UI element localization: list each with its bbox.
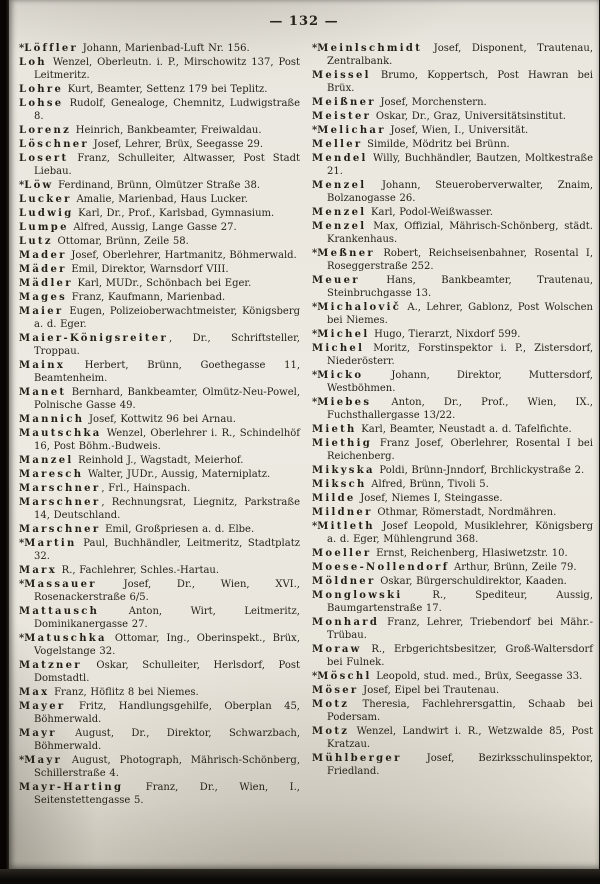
directory-entry bbox=[19, 249, 300, 262]
directory-entry bbox=[312, 301, 593, 327]
page-number: — 132 — bbox=[269, 14, 339, 29]
entry-details: R., Erbgerichtsbesitzer, Groß-Waltersdorf bei Fulnek. bbox=[327, 644, 593, 668]
entry-surname: Manzel bbox=[19, 455, 74, 466]
entry-surname: Menzel bbox=[312, 207, 367, 218]
entry-surname: Marschner bbox=[19, 483, 101, 494]
entry-surname: Mannich bbox=[19, 414, 85, 425]
entry-surname: Mattausch bbox=[19, 606, 100, 617]
entry-surname: Moraw bbox=[312, 644, 362, 655]
entry-surname: Max bbox=[19, 687, 50, 698]
membership-asterisk: * bbox=[19, 633, 25, 644]
entry-surname: Monglowski bbox=[312, 590, 403, 601]
entry-details: Wenzel, Oberleutn. i. P., Mirschowitz 137, Post Leitmeritz. bbox=[34, 57, 300, 81]
entry-surname: Meißner bbox=[312, 97, 376, 108]
entry-details: Johann, Marienbad-Luft Nr. 156. bbox=[79, 43, 250, 54]
directory-entry bbox=[312, 698, 593, 724]
entry-details: Josef, Lehrer, Brüx, Seegasse 29. bbox=[90, 139, 264, 150]
entry-surname: Mieth bbox=[312, 424, 357, 435]
directory-entry bbox=[19, 179, 300, 192]
entry-details: Karl, Dr., Prof., Karlsbad, Gymnasium. bbox=[74, 208, 275, 219]
membership-asterisk: * bbox=[312, 248, 318, 259]
directory-entry bbox=[19, 83, 300, 96]
entry-surname: Mayr bbox=[19, 728, 57, 739]
entry-surname: Michel bbox=[317, 329, 370, 340]
directory-entry bbox=[19, 413, 300, 426]
entry-surname: Massauer bbox=[24, 579, 97, 590]
membership-asterisk: * bbox=[19, 755, 25, 766]
directory-entry bbox=[19, 221, 300, 234]
entry-surname: Miethig bbox=[312, 438, 373, 449]
scan-left-edge bbox=[0, 0, 9, 884]
entry-surname: Mikyska bbox=[312, 465, 375, 476]
directory-entry bbox=[312, 575, 593, 588]
entry-surname: Micko bbox=[317, 370, 364, 381]
directory-entry bbox=[19, 754, 300, 780]
entry-details: Josef, Eipel bei Trautenau. bbox=[359, 685, 500, 696]
entry-details: Ottomar, Brünn, Zeile 58. bbox=[53, 236, 189, 247]
directory-entry bbox=[19, 305, 300, 331]
entry-details: Johann, Steueroberverwalter, Znaim, Bolzanogasse 26. bbox=[327, 180, 593, 204]
entry-surname: Mainx bbox=[19, 360, 66, 371]
entry-details: Josef Leopold, Musiklehrer, Königsberg a. d. Eger, Mühlengrund 368. bbox=[327, 521, 593, 545]
directory-entry bbox=[312, 725, 593, 751]
directory-entry bbox=[19, 496, 300, 522]
entry-details: Emil, Großpriesen a. d. Elbe. bbox=[101, 524, 255, 535]
entry-surname: Mildner bbox=[312, 507, 373, 518]
entry-surname: Milde bbox=[312, 493, 356, 504]
entry-details: Amalie, Marienbad, Haus Lucker. bbox=[72, 194, 248, 205]
entry-surname: Maier-Königsreiter bbox=[19, 333, 169, 344]
entry-details: Othmar, Römerstadt, Nordmähren. bbox=[373, 507, 557, 518]
entry-details: Wenzel, Oberlehrer i. R., Schindelhöf 16, Post Böhm.-Budweis. bbox=[34, 428, 300, 452]
entry-details: Theresia, Fachlehrersgattin, Schaab bei Podersam. bbox=[327, 699, 593, 723]
entry-details: Josef, Kottwitz 96 bei Arnau. bbox=[85, 414, 236, 425]
entry-surname: Meuer bbox=[312, 275, 360, 286]
entry-surname: Matzner bbox=[19, 660, 82, 671]
entry-details: Ernst, Reichenberg, Hlasiwetzstr. 10. bbox=[372, 548, 568, 559]
entry-details: Poldi, Brünn-Jnndorf, Brchlickystraße 2. bbox=[375, 465, 585, 476]
directory-columns bbox=[9, 34, 599, 808]
entry-surname: Michalovič bbox=[317, 302, 402, 313]
entry-details: Ottomar, Ing., Oberinspekt., Brüx, Vogelstange 32. bbox=[34, 633, 300, 657]
membership-asterisk: * bbox=[312, 397, 318, 408]
entry-surname: Menzel bbox=[312, 221, 367, 232]
entry-surname: Miksch bbox=[312, 479, 367, 490]
directory-entry bbox=[19, 427, 300, 453]
membership-asterisk: * bbox=[19, 180, 25, 191]
entry-details: Oskar, Dr., Graz, Universitätsinstitut. bbox=[372, 111, 566, 122]
entry-details: Kurt, Beamter, Settenz 179 bei Teplitz. bbox=[64, 84, 268, 95]
entry-details: , Frl., Hainspach. bbox=[101, 483, 191, 494]
directory-entry bbox=[19, 42, 300, 55]
directory-entry bbox=[312, 342, 593, 368]
directory-entry bbox=[312, 684, 593, 697]
directory-entry bbox=[312, 220, 593, 246]
entry-details: A., Lehrer, Gablonz, Post Wolschen bei Niemes. bbox=[327, 302, 593, 326]
entry-details: Josef, Morchenstern. bbox=[376, 97, 487, 108]
entry-surname: Moese-Nollendorf bbox=[312, 562, 450, 573]
entry-details: Franz, Dr., Wien, I., Seitenstettengasse 5. bbox=[34, 782, 300, 806]
scan-bottom-edge bbox=[0, 869, 600, 884]
entry-surname: Marx bbox=[19, 565, 57, 576]
entry-details: Franz, Höflitz 8 bei Niemes. bbox=[50, 687, 199, 698]
entry-details: Alfred, Aussig, Lange Gasse 27. bbox=[69, 222, 237, 233]
entry-details: Johann, Direktor, Muttersdorf, Westböhmen. bbox=[327, 370, 593, 394]
entry-surname: Löschner bbox=[19, 139, 89, 150]
entry-details: Walter, JUDr., Aussig, Materniplatz. bbox=[84, 469, 271, 480]
entry-details: Alfred, Brünn, Tivoli 5. bbox=[367, 479, 489, 490]
entry-details: Franz, Lehrer, Triebendorf bei Mähr.-Trübau. bbox=[327, 617, 593, 641]
directory-entry bbox=[19, 482, 300, 495]
entry-surname: Melichar bbox=[317, 125, 386, 136]
entry-details: Robert, Reichseisenbahner, Rosental I, Roseggerstraße 252. bbox=[327, 248, 593, 272]
entry-details: Emil, Direktor, Warnsdorf VIII. bbox=[67, 264, 229, 275]
entry-details: Karl, MUDr., Schönbach bei Eger. bbox=[73, 278, 252, 289]
entry-details: Fritz, Handlungsgehilfe, Oberplan 45, Böhmerwald. bbox=[34, 701, 300, 725]
entry-surname: Martin bbox=[24, 538, 77, 549]
entry-details: Similde, Mödritz bei Brünn. bbox=[363, 139, 510, 150]
directory-entry bbox=[312, 616, 593, 642]
membership-asterisk: * bbox=[312, 125, 318, 136]
entry-details: Reinhold J., Wagstadt, Meierhof. bbox=[74, 455, 244, 466]
membership-asterisk: * bbox=[19, 579, 25, 590]
membership-asterisk: * bbox=[19, 43, 25, 54]
membership-asterisk: * bbox=[312, 521, 318, 532]
directory-entry bbox=[19, 124, 300, 137]
entry-details: Karl, Beamter, Neustadt a. d. Tafelfichte. bbox=[357, 424, 572, 435]
membership-asterisk: * bbox=[312, 302, 318, 313]
entry-surname: Mäder bbox=[19, 264, 67, 275]
directory-entry bbox=[312, 138, 593, 151]
entry-surname: Möser bbox=[312, 685, 359, 696]
entry-details: August, Dr., Direktor, Schwarzbach, Böhmerwald. bbox=[34, 728, 300, 752]
directory-entry bbox=[19, 359, 300, 385]
entry-surname: Mages bbox=[19, 292, 68, 303]
entry-details: Heinrich, Bankbeamter, Freiwaldau. bbox=[72, 125, 262, 136]
directory-entry bbox=[312, 492, 593, 505]
directory-entry bbox=[312, 561, 593, 574]
entry-details: Josef, Niemes I, Steingasse. bbox=[356, 493, 503, 504]
entry-details: Hugo, Tierarzt, Nixdorf 599. bbox=[370, 329, 521, 340]
directory-entry bbox=[312, 423, 593, 436]
entry-details: Moritz, Forstinspektor i. P., Zistersdorf, Niederösterr. bbox=[327, 343, 593, 367]
entry-surname: Marschner bbox=[19, 524, 101, 535]
directory-entry bbox=[19, 686, 300, 699]
entry-details: August, Photograph, Mährisch-Schönberg, Schillerstraße 4. bbox=[34, 755, 300, 779]
entry-surname: Meinlschmidt bbox=[317, 43, 423, 54]
entry-details: Josef, Oberlehrer, Hartmanitz, Böhmerwald. bbox=[67, 250, 297, 261]
membership-asterisk: * bbox=[312, 43, 318, 54]
entry-details: Eugen, Polizeioberwachtmeister, Königsberg a. d. Eger. bbox=[34, 306, 300, 330]
entry-details: Willy, Buchhändler, Bautzen, Moltkestraße 21. bbox=[327, 153, 593, 177]
directory-entry bbox=[19, 152, 300, 178]
entry-surname: Monhard bbox=[312, 617, 380, 628]
directory-entry bbox=[312, 69, 593, 95]
entry-surname: Maier bbox=[19, 306, 64, 317]
membership-asterisk: * bbox=[312, 671, 318, 682]
directory-entry bbox=[19, 578, 300, 604]
entry-details: Rudolf, Genealoge, Chemnitz, Ludwigstraße 8. bbox=[34, 98, 300, 122]
directory-entry bbox=[312, 328, 593, 341]
entry-details: , Rechnungsrat, Liegnitz, Parkstraße 14, Deutschland. bbox=[34, 497, 300, 521]
scanned-page bbox=[9, 0, 599, 869]
directory-entry bbox=[19, 659, 300, 685]
directory-entry bbox=[19, 207, 300, 220]
entry-surname: Mayr bbox=[24, 755, 63, 766]
directory-entry bbox=[312, 396, 593, 422]
entry-details: Josef, Wien, I., Universität. bbox=[386, 125, 529, 136]
entry-surname: Motz bbox=[312, 699, 350, 710]
entry-details: Brumo, Koppertsch, Post Hawran bei Brüx. bbox=[327, 70, 593, 94]
entry-surname: Meßner bbox=[317, 248, 375, 259]
entry-details: Karl, Podol-Weißwasser. bbox=[367, 207, 493, 218]
entry-surname: Lutz bbox=[19, 236, 53, 247]
directory-entry bbox=[312, 274, 593, 300]
entry-surname: Löw bbox=[24, 180, 54, 191]
entry-details: Bernhard, Bankbeamter, Olmütz-Neu-Powel, Polnische Gasse 49. bbox=[34, 387, 300, 411]
entry-surname: Meissel bbox=[312, 70, 371, 81]
entry-surname: Moeller bbox=[312, 548, 372, 559]
entry-surname: Manet bbox=[19, 387, 67, 398]
directory-entry bbox=[312, 179, 593, 205]
directory-entry bbox=[312, 478, 593, 491]
entry-surname: Lohse bbox=[19, 98, 64, 109]
entry-surname: Lucker bbox=[19, 194, 72, 205]
directory-entry bbox=[312, 520, 593, 546]
entry-surname: Mayer bbox=[19, 701, 66, 712]
directory-entry bbox=[19, 138, 300, 151]
entry-details: Paul, Buchhändler, Leitmeritz, Stadtplatz 32. bbox=[34, 538, 300, 562]
directory-entry bbox=[19, 605, 300, 631]
directory-entry bbox=[312, 247, 593, 273]
entry-surname: Michel bbox=[312, 343, 365, 354]
entry-surname: Mader bbox=[19, 250, 67, 261]
directory-column-left bbox=[19, 42, 300, 808]
directory-entry bbox=[19, 781, 300, 807]
entry-surname: Miebes bbox=[317, 397, 372, 408]
entry-surname: Mühlberger bbox=[312, 753, 402, 764]
directory-entry bbox=[312, 124, 593, 137]
entry-surname: Maresch bbox=[19, 469, 84, 480]
directory-entry bbox=[312, 670, 593, 683]
directory-entry bbox=[19, 632, 300, 658]
directory-entry bbox=[312, 752, 593, 778]
entry-surname: Motz bbox=[312, 726, 350, 737]
entry-details: Ferdinand, Brünn, Olmützer Straße 38. bbox=[54, 180, 261, 191]
entry-surname: Meister bbox=[312, 111, 372, 122]
entry-details: Hans, Bankbeamter, Trautenau, Steinbruchgasse 13. bbox=[327, 275, 593, 299]
entry-surname: Mendel bbox=[312, 153, 368, 164]
entry-surname: Marschner bbox=[19, 497, 101, 508]
directory-entry bbox=[312, 206, 593, 219]
membership-asterisk: * bbox=[19, 538, 25, 549]
entry-surname: Möldner bbox=[312, 576, 376, 587]
directory-entry bbox=[19, 386, 300, 412]
directory-entry bbox=[19, 56, 300, 82]
entry-surname: Mädler bbox=[19, 278, 73, 289]
entry-surname: Losert bbox=[19, 153, 69, 164]
entry-surname: Loh bbox=[19, 57, 47, 68]
directory-entry bbox=[19, 537, 300, 563]
directory-entry bbox=[312, 437, 593, 463]
entry-details: Herbert, Brünn, Goethegasse 11, Beamtenheim. bbox=[34, 360, 300, 384]
entry-surname: Möschl bbox=[317, 671, 372, 682]
entry-surname: Lohre bbox=[19, 84, 64, 95]
entry-details: , Dr., Schriftsteller, Troppau. bbox=[34, 333, 300, 357]
entry-details: Arthur, Brünn, Zeile 79. bbox=[450, 562, 577, 573]
entry-details: Leopold, stud. med., Brüx, Seegasse 33. bbox=[372, 671, 583, 682]
directory-column-right bbox=[312, 42, 593, 808]
directory-entry bbox=[312, 152, 593, 178]
directory-entry bbox=[19, 523, 300, 536]
entry-details: Oskar, Bürgerschuldirektor, Kaaden. bbox=[376, 576, 567, 587]
entry-details: Wenzel, Landwirt i. R., Wetzwalde 85, Post Kratzau. bbox=[327, 726, 593, 750]
entry-details: Franz, Kaufmann, Marienbad. bbox=[68, 292, 226, 303]
directory-entry bbox=[312, 547, 593, 560]
entry-details: Anton, Dr., Prof., Wien, IX., Fuchsthallergasse 13/22. bbox=[327, 397, 593, 421]
directory-entry bbox=[312, 589, 593, 615]
entry-details: Anton, Wirt, Leitmeritz, Dominikanergasse 27. bbox=[34, 606, 300, 630]
directory-entry bbox=[312, 110, 593, 123]
entry-surname: Lorenz bbox=[19, 125, 72, 136]
directory-entry bbox=[19, 468, 300, 481]
directory-entry bbox=[19, 291, 300, 304]
directory-entry bbox=[312, 643, 593, 669]
membership-asterisk: * bbox=[312, 329, 318, 340]
entry-details: Max, Offizial, Mährisch-Schönberg, städt. Krankenhaus. bbox=[327, 221, 593, 245]
directory-entry bbox=[19, 700, 300, 726]
directory-entry bbox=[19, 97, 300, 123]
membership-asterisk: * bbox=[312, 370, 318, 381]
entry-details: R., Spediteur, Aussig, Baumgartenstraße 17. bbox=[327, 590, 593, 614]
entry-details: R., Fachlehrer, Schles.-Hartau. bbox=[57, 565, 220, 576]
entry-surname: Matuschka bbox=[24, 633, 107, 644]
directory-entry bbox=[312, 464, 593, 477]
directory-entry bbox=[312, 369, 593, 395]
entry-details: Franz, Schulleiter, Altwasser, Post Stadt Liebau. bbox=[34, 153, 300, 177]
entry-surname: Löffler bbox=[24, 43, 79, 54]
directory-entry bbox=[19, 277, 300, 290]
entry-surname: Menzel bbox=[312, 180, 367, 191]
directory-entry bbox=[19, 332, 300, 358]
entry-details: Josef, Dr., Wien, XVI., Rosenackerstraße 6/5. bbox=[34, 579, 300, 603]
entry-details: Josef, Bezirksschulinspektor, Friedland. bbox=[327, 753, 593, 777]
directory-entry bbox=[19, 564, 300, 577]
directory-entry bbox=[312, 506, 593, 519]
entry-details: Josef, Disponent, Trautenau, Zentralbank. bbox=[327, 43, 593, 67]
directory-entry bbox=[19, 193, 300, 206]
entry-surname: Meller bbox=[312, 139, 363, 150]
entry-details: Oskar, Schulleiter, Herlsdorf, Post Domstadtl. bbox=[34, 660, 300, 684]
entry-details: Franz Josef, Oberlehrer, Rosental I bei Reichenberg. bbox=[327, 438, 593, 462]
directory-entry bbox=[19, 727, 300, 753]
entry-surname: Ludwig bbox=[19, 208, 74, 219]
directory-entry bbox=[19, 454, 300, 467]
entry-surname: Mautschka bbox=[19, 428, 102, 439]
directory-entry bbox=[312, 96, 593, 109]
entry-surname: Lumpe bbox=[19, 222, 69, 233]
entry-surname: Mayr-Harting bbox=[19, 782, 124, 793]
entry-surname: Mitleth bbox=[317, 521, 375, 532]
directory-entry bbox=[19, 263, 300, 276]
directory-entry bbox=[312, 42, 593, 68]
directory-entry bbox=[19, 235, 300, 248]
